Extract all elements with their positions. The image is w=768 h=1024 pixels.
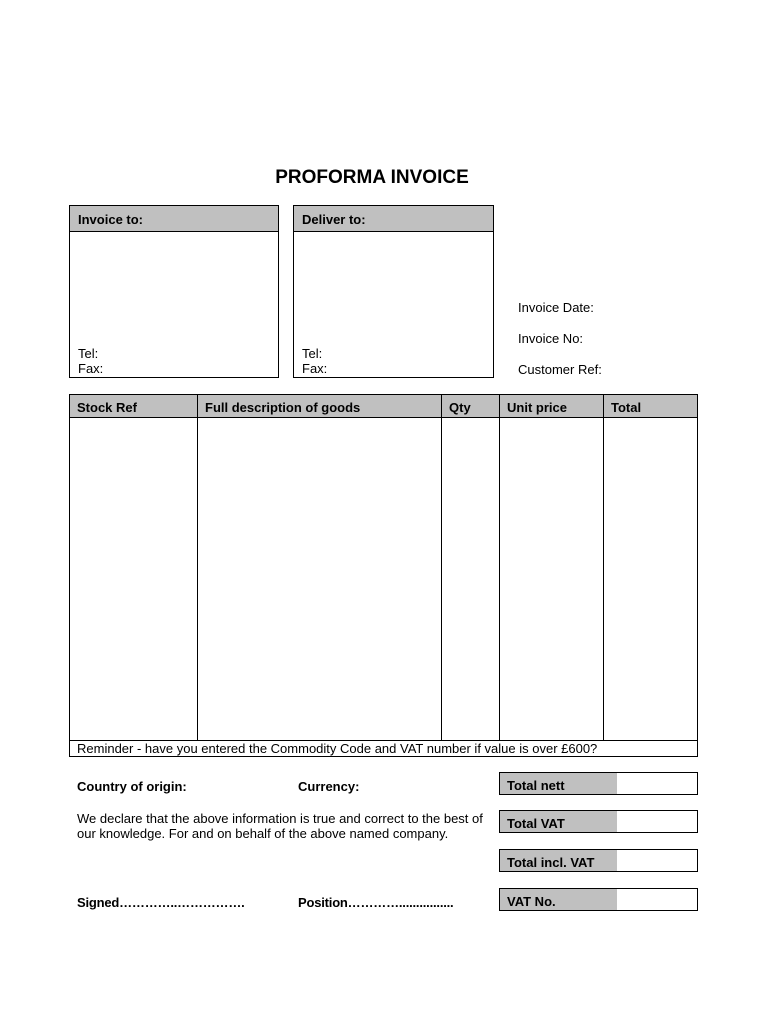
total-nett-value[interactable] <box>617 773 697 794</box>
column-header-stock-ref: Stock Ref <box>77 400 137 415</box>
deliver-to-fax-label: Fax: <box>302 361 328 376</box>
position-field[interactable]: Position…………................ <box>298 895 454 910</box>
deliver-to-header: Deliver to: <box>294 206 493 232</box>
column-header-qty: Qty <box>449 400 471 415</box>
total-incl-vat-box[interactable] <box>499 849 698 872</box>
customer-ref-label: Customer Ref: <box>518 362 602 377</box>
total-vat-value[interactable] <box>617 811 697 832</box>
column-divider <box>441 395 442 740</box>
vat-no-box[interactable] <box>499 888 698 911</box>
declaration-text: We declare that the above information is true and correct to the best of our knowledge. For and on behalf of the above named company. <box>77 811 483 841</box>
invoice-to-header: Invoice to: <box>70 206 278 232</box>
invoice-to-tel-label: Tel: <box>78 346 99 361</box>
goods-table[interactable] <box>69 394 698 757</box>
commodity-code-reminder: Reminder - have you entered the Commodity Code and VAT number if value is over £600? <box>77 741 598 756</box>
column-header-unit-price: Unit price <box>507 400 567 415</box>
currency-label: Currency: <box>298 779 360 794</box>
column-divider <box>603 395 604 740</box>
total-vat-label: Total VAT <box>500 811 617 832</box>
invoice-no-label: Invoice No: <box>518 331 584 346</box>
country-of-origin-label: Country of origin: <box>77 779 187 794</box>
column-header-total: Total <box>611 400 642 415</box>
column-divider <box>197 395 198 740</box>
total-incl-vat-value[interactable] <box>617 850 697 871</box>
signed-field[interactable]: Signed…………..……………. <box>77 895 245 910</box>
invoice-to-fax-label: Fax: <box>78 361 104 376</box>
invoice-to-box[interactable] <box>69 205 279 378</box>
total-nett-box[interactable] <box>499 772 698 795</box>
vat-no-label: VAT No. <box>500 889 617 910</box>
total-nett-label: Total nett <box>500 773 617 794</box>
deliver-to-tel-label: Tel: <box>302 346 323 361</box>
invoice-date-label: Invoice Date: <box>518 300 594 315</box>
total-vat-box[interactable] <box>499 810 698 833</box>
page-title: PROFORMA INVOICE <box>275 167 469 188</box>
column-divider <box>499 395 500 740</box>
vat-no-value[interactable] <box>617 889 697 910</box>
column-header-description: Full description of goods <box>205 400 361 415</box>
total-incl-vat-label: Total incl. VAT <box>500 850 617 871</box>
deliver-to-box[interactable] <box>293 205 494 378</box>
